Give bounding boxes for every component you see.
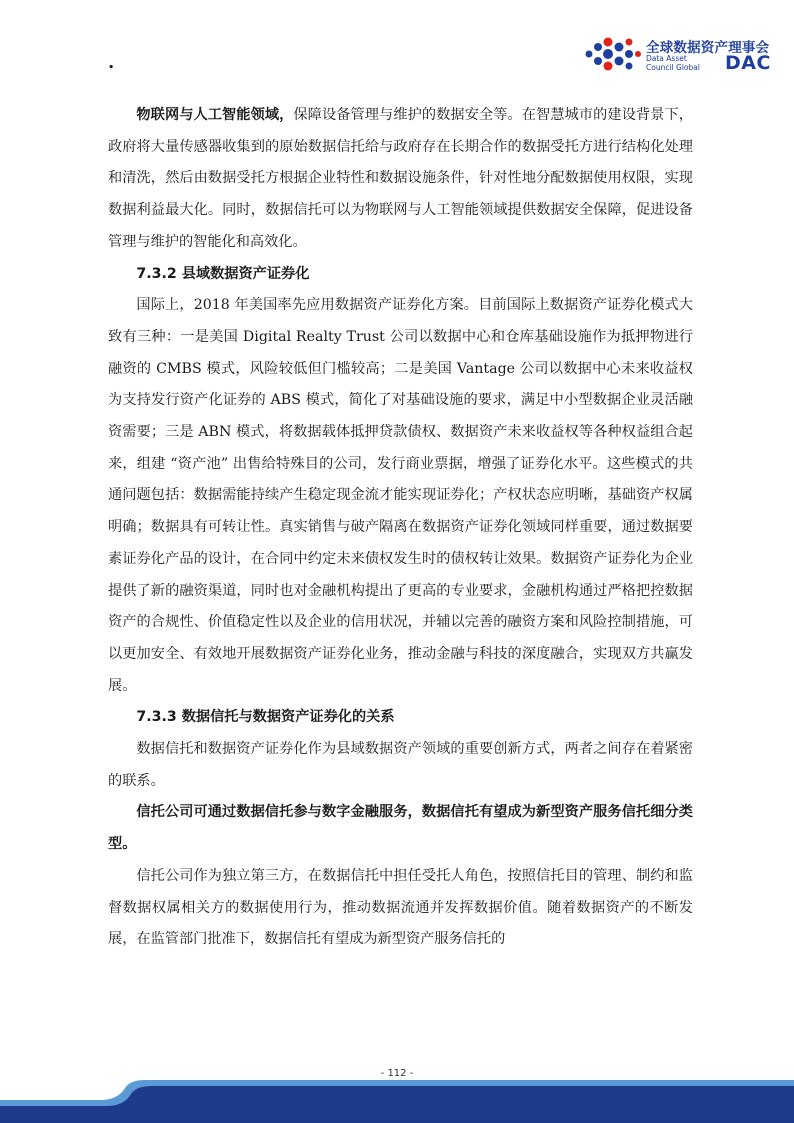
page-number: - 112 -: [380, 1068, 414, 1079]
dac-dots-icon: [584, 34, 644, 78]
paragraph-iot-lead: 物联网与人工智能领域，: [136, 107, 294, 123]
logo-name-en-line1: Data Asset: [646, 54, 687, 63]
logo-name-cn: 全球数据资产理事会: [646, 40, 770, 56]
bold-paragraph-trust-companies: 信托公司可通过数据信托参与数字金融服务，数据信托有望成为新型资产服务信托细分类型。: [108, 804, 693, 853]
page-content: [108, 100, 693, 956]
footer-decorative-band: [0, 1080, 794, 1123]
header-dot-mark: .: [108, 52, 115, 73]
paragraph-iot: [108, 100, 693, 259]
section-heading-7-3-2: 7.3.2 县域数据资产证券化: [136, 265, 310, 282]
paragraph-relationship: 数据信托和数据资产证券化作为县域数据资产领域的重要创新方式，两者之间存在着紧密的联系。: [108, 741, 693, 789]
section-heading-7-3-3: 7.3.3 数据信托与数据资产证券化的关系: [136, 709, 395, 726]
paragraph-trustee-role: 信托公司作为独立第三方，在数据信托中担任受托人角色，按照信托目的管理、制约和监督数据权属相关方的数据使用行为，推动数据流通并发挥数据价值。随着数据资产的不断发展，在监管部门批准下，数据信托有望成为新型资产服务信托的: [108, 867, 693, 948]
dac-logo: [584, 34, 784, 78]
paragraph-securitization: 国际上，2018 年美国率先应用数据资产证券化方案。目前国际上数据资产证券化模式大致有三种：一是美国 Digital Realty Trust 公司以数据中心和仓库基础设施作为抵押物进行融资的 CMBS 模式，风险较低但门槛较高；二是美国 Vantage 公司以数据中心未来收益权为支持发行资产化证券的 ABS 模式，简化了对基础设施的要求，满足中小型数据企业灵活融资需要；三是 ABN 模式，将数据载体抵押贷款债权、数据资产未来收益权等各种权益组合起来，组建 “资产池” 出售给特殊目的公司，发行商业票据，增强了证券化水平。这些模式的共通问题包括：数据需能持续产生稳定现金流才能实现证券化；产权状态应明晰，基础资产权属明确；数据具有可转让性。真实销售与破产隔离在数据资产证券化领域同样重要，通过数据要素证券化产品的设计，在合同中约定未来债权发生时的债权转让效果。数据资产证券化为企业提供了新的融资渠道，同时也对金融机构提出了更高的专业要求，金融机构通过严格把控数据资产的合规性、价值稳定性以及企业的信用状况，并辅以完善的融资方案和风险控制措施，可以更加安全、有效地开展数据资产证券化业务，推动金融与科技的深度融合，实现双方共赢发展。: [108, 297, 693, 694]
paragraph-iot-text: 保障设备管理与维护的数据安全等。在智慧城市的建设背景下，政府将大量传感器收集到的原始数据信托给与政府存在长期合作的数据受托方进行结构化处理和清洗，然后由数据受托方根据企业特性和数据设施条件，针对性地分配数据使用权限，实现数据利益最大化。同时，数据信托可以为物联网与人工智能领域提供数据安全保障，促进设备管理与维护的智能化和高效化。: [108, 107, 693, 250]
logo-name-en-line2: Council Global: [646, 63, 700, 72]
logo-abbr: DAC: [725, 52, 771, 74]
